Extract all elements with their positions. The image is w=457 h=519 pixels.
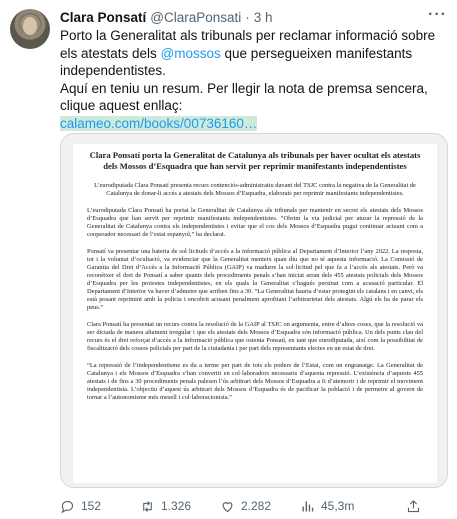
tweet-text [60, 27, 448, 132]
document-paragraph-4: “La repressió de l’independentisme es du a terme per part de tots els poders de l’Estat, com un engranatge. La Generalitat de Catalunya i els Mossos d’Esquadra s’han convertit en col·laboradors necessaris d’aquesta repressió. L’existència d’aquests 455 atestats i de fins a 30 procediments penals palesen l’ús arbitrari dels Mossos d’Esquadra a fi d’atemorir i de reprimir el moviment independentista. L’objectiu d’aquest ús arbitrari dels Mossos d’Esquadra és de pacificar la població i de permetre al govern de tornar a l’autonomisme més mesell i col·laboracionista.” [87, 362, 423, 401]
document-paragraph-3: Clara Ponsatí ha presentat un recurs contra la resolució de la GAIP al TSJC on argumenta, entre d’altres coses, que la resolució va ser dictada de manera altament irregular i que els atestats dels Mossos d’Esquadra són informació pública. Un dels punts clau del recurs és el dret reforçat d’accés a la informació pública que ostenta Ponsatí, en tant que eurodiputada, així com la possibilitat de fiscalització dels cossos policials per part de la ciutadania i per part dels representants electes en un estat de dret. [87, 321, 423, 352]
reply-button[interactable] [60, 497, 101, 515]
document-title: Clara Ponsatí porta la Generalitat de Catalunya als tribunals per haver ocultat els atestats dels Mossos d’Esquadra que han servit per reprimir manifestants independentistes [89, 150, 421, 171]
like-button[interactable] [220, 497, 271, 515]
external-link[interactable]: calameo.com/books/00736160… [60, 115, 258, 131]
share-icon [406, 499, 421, 514]
document-paragraph-2: Ponsatí va presentar una bateria de sol·licituds d’accés a la informació pública al Departament d’Interior l’any 2022. La resposta, tot i la voluntat d’ocultació, va evidenciar que la Generalitat menteix quan diu que no té aquesta informació. La Comissió de Garantia del Dret d’Accés a la Informació Pública (GAIP) va madurre la sol·licitud pel que fa a l’accés als atestats. Però va reconèixer el dret de Ponsatí a saber quants dels procediments penals s’han iniciat arran dels 455 atestats policials dels Mossos d’Esquadra per les protestes independentistes, en els quals la Generalitat s’hagués persinat com a acusació particular. El Departament d’Interior va haver d’admetre que arriben fins a 30. “La Generalitat hauria d’estar protegint els catalans i en canvi, els està posant reprimint amb la policia i encobrit acusant penalment aprofitant l’arbitrarietat dels atestats. Algú els ha de parar els peus.” [87, 248, 423, 311]
media-card[interactable] [60, 133, 448, 488]
document-paragraph-1: L’eurodiputada Clara Ponsatí ha portat la Generalitat de Catalunya als tribunals per mantenir en secret els atestats dels Mossos d’Esquadra que han servit per reprimir manifestants independentistes. “Obrim la via judicial per aturar la repressió de la Generalitat de Catalunya contra els independentistes i evitar que el cos dels Mossos d’Esquadra pugui continuar actuant com a cooperador necessari de l’estat espanyol,” ha declarat. [87, 207, 423, 238]
author-handle[interactable]: @ClaraPonsati [150, 9, 242, 25]
more-icon[interactable]: ··· [428, 6, 447, 23]
action-bar [60, 497, 448, 515]
retweet-icon [140, 499, 155, 514]
timestamp[interactable]: 3 h [253, 9, 273, 25]
retweet-count: 1.326 [161, 499, 192, 513]
tweet-header [60, 8, 273, 26]
share-button[interactable] [406, 497, 427, 515]
reply-count: 152 [81, 499, 102, 513]
tweet-text-part-1: Porto la Generalitat als tribunals per reclamar informació sobre els atestats dels [60, 28, 436, 61]
reply-icon [60, 499, 75, 514]
document-lead: L’eurodiputada Clara Ponsatí presenta recurs contenciós-administratiu davant del TSJC contra la negativa de la Generalitat de Catalunya de donar-li accés a atestats dels Mossos d’Esquadra, elaborats per reprimir manifestants independentistes. [94, 182, 416, 197]
views-icon [300, 499, 315, 514]
retweet-button[interactable] [140, 497, 191, 515]
like-count: 2.282 [241, 499, 272, 513]
avatar[interactable] [10, 9, 50, 49]
press-release-image [73, 144, 437, 483]
tweet-paragraph-3 [60, 115, 448, 133]
tweet-text-part-2: que persegueixen manifestants independentistes. [60, 45, 413, 78]
avatar-face [23, 17, 37, 35]
tweet-paragraph-2: Aquí en teniu un resum. Per llegir la nota de premsa sencera, clique aquest enllaç: [60, 80, 428, 113]
views-count: 45,3m [321, 499, 355, 513]
like-icon [220, 499, 235, 514]
separator: · [245, 9, 250, 25]
author-name[interactable]: Clara Ponsatí [60, 9, 147, 25]
views-button[interactable] [300, 497, 354, 515]
mention-link[interactable]: @mossos [160, 45, 221, 61]
tweet-paragraph-1 [60, 27, 448, 80]
